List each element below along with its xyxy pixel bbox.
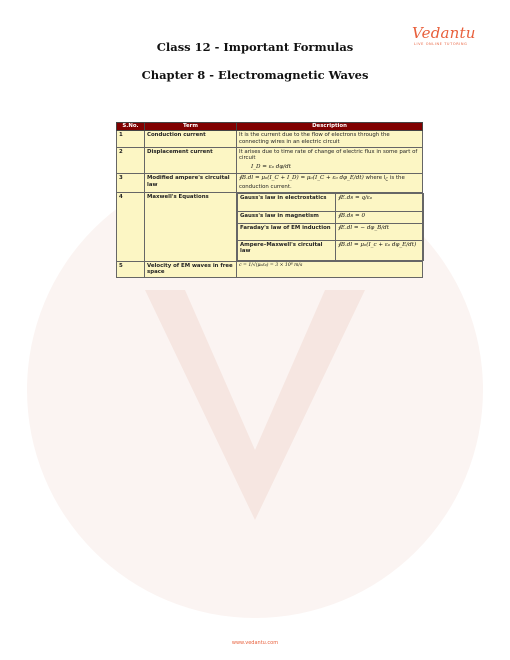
row-number: 4 xyxy=(117,192,145,261)
row-term: Modified ampere's circuital law xyxy=(145,173,237,192)
displacement-current-equation: I_D = ε₀ dφ/dt xyxy=(251,164,291,171)
law-name: Ampere–Maxwell's circuital law xyxy=(238,240,336,260)
row-number: 1 xyxy=(117,131,145,148)
maxwell-row xyxy=(238,240,424,260)
row-term: Maxwell's Equations xyxy=(145,192,237,261)
row-description: It arises due to time rate of change of electric flux in some part of circuit xyxy=(239,148,418,162)
row-description-cell xyxy=(237,147,423,173)
maxwell-row xyxy=(238,193,424,211)
law-name: Gauss's law in magnetism xyxy=(238,211,336,223)
column-header: Term xyxy=(145,123,237,131)
table-row xyxy=(117,147,423,173)
table-row xyxy=(117,131,423,148)
law-equation: ∮B.ds = 0 xyxy=(336,211,424,223)
ampere-law-equation: ∮B.dl = μ₀(I_C + I_D) = μ₀(I_C + ε₀ dφ_E/dt) xyxy=(239,174,364,181)
logo-text: Vedantu xyxy=(412,24,476,42)
row-term: Displacement current xyxy=(145,147,237,173)
table-row xyxy=(117,173,423,192)
column-header: Description xyxy=(237,123,423,131)
formula-table-grid xyxy=(116,122,423,278)
column-header: S.No. xyxy=(117,123,145,131)
footer-link[interactable]: www.vedantu.com xyxy=(231,640,279,646)
maxwell-row xyxy=(238,223,424,240)
law-equation: ∮E.ds = q/ε₀ xyxy=(336,193,424,211)
row-description: where $I_C$ is the conduction current. xyxy=(239,174,405,190)
law-equation: ∮B.dl = μ₀(I_c + ε₀ dφ_E/dt) xyxy=(336,240,424,260)
row-number: 3 xyxy=(117,173,145,192)
row-description-cell xyxy=(237,173,423,192)
law-name: Faraday's law of EM induction xyxy=(238,223,336,240)
row-term: Conduction current xyxy=(145,131,237,148)
law-equation: ∮E.dl = − dφ_B/dt xyxy=(336,223,424,240)
chapter-title: Chapter 8 - Electromagnetic Waves xyxy=(141,68,369,82)
wave-velocity-equation: c = 1/√(μ₀ε₀) = 3 × 10⁸ m/s xyxy=(237,261,423,278)
row-description: It is the current due to the flow of electrons through the connecting wires in an electric circuit xyxy=(237,131,423,148)
row-number: 2 xyxy=(117,147,145,173)
table-row xyxy=(117,192,423,261)
table-header-row xyxy=(117,123,423,131)
row-term: Velocity of EM waves in free space xyxy=(145,261,237,278)
page-title: Class 12 - Important Formulas xyxy=(156,40,354,54)
maxwell-equations-cell xyxy=(237,192,423,261)
maxwell-equations-table xyxy=(237,193,424,261)
maxwell-row xyxy=(238,211,424,223)
logo-tagline: LIVE ONLINE TUTORING xyxy=(414,42,468,46)
law-name: Gauss's law in electrostatics xyxy=(238,193,336,211)
formula-table xyxy=(116,122,422,278)
row-number: 5 xyxy=(117,261,145,278)
table-row xyxy=(117,261,423,278)
